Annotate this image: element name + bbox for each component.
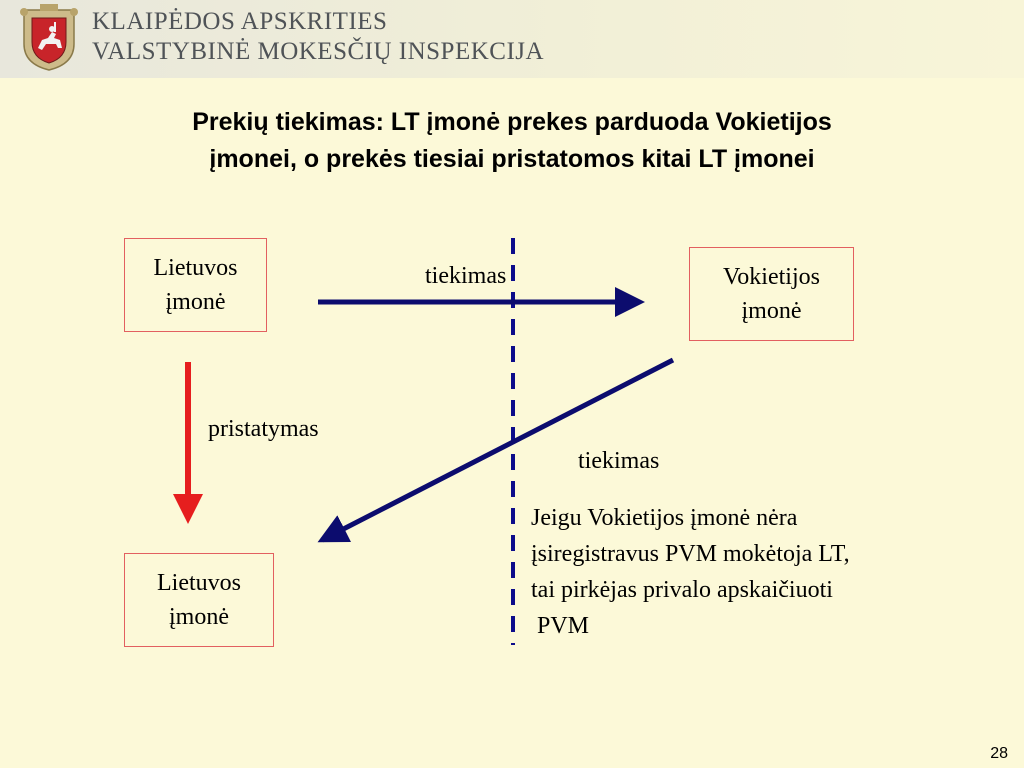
agency-name-line1: KLAIPĖDOS APSKRITIES — [92, 8, 388, 35]
label-supply-top: tiekimas — [425, 263, 507, 289]
note-line4: PVM — [531, 613, 590, 639]
box-line2: įmonė — [169, 604, 229, 630]
label-supply-mid: tiekimas — [578, 448, 660, 474]
title-line2: įmonei, o prekės tiesiai pristatomos kitai LT įmonei — [209, 145, 815, 173]
note-line1: Jeigu Vokietijos įmonė nėra — [531, 505, 798, 531]
box-german-company — [689, 247, 854, 341]
box-line1: Lietuvos — [153, 255, 238, 281]
note-line3: tai pirkėjas privalo apskaičiuoti — [531, 577, 833, 603]
label-delivery: pristatymas — [208, 416, 319, 442]
agency-name-line2: VALSTYBINĖ MOKESČIŲ INSPEKCIJA — [92, 38, 545, 65]
box-line1: Lietuvos — [157, 570, 241, 596]
page-number: 28 — [990, 745, 1008, 762]
box-line2: įmonė — [741, 298, 802, 324]
box-line2: įmonė — [165, 289, 226, 315]
title-line1: Prekių tiekimas: LT įmonė prekes parduoda Vokietijos — [192, 108, 832, 136]
box-lithuanian-company-top — [124, 238, 267, 332]
box-line1: Vokietijos — [723, 264, 820, 290]
note-line2: įsiregistravus PVM mokėtoja LT, — [531, 541, 850, 567]
box-lithuanian-company-bottom — [124, 553, 274, 647]
vat-note — [531, 500, 850, 644]
